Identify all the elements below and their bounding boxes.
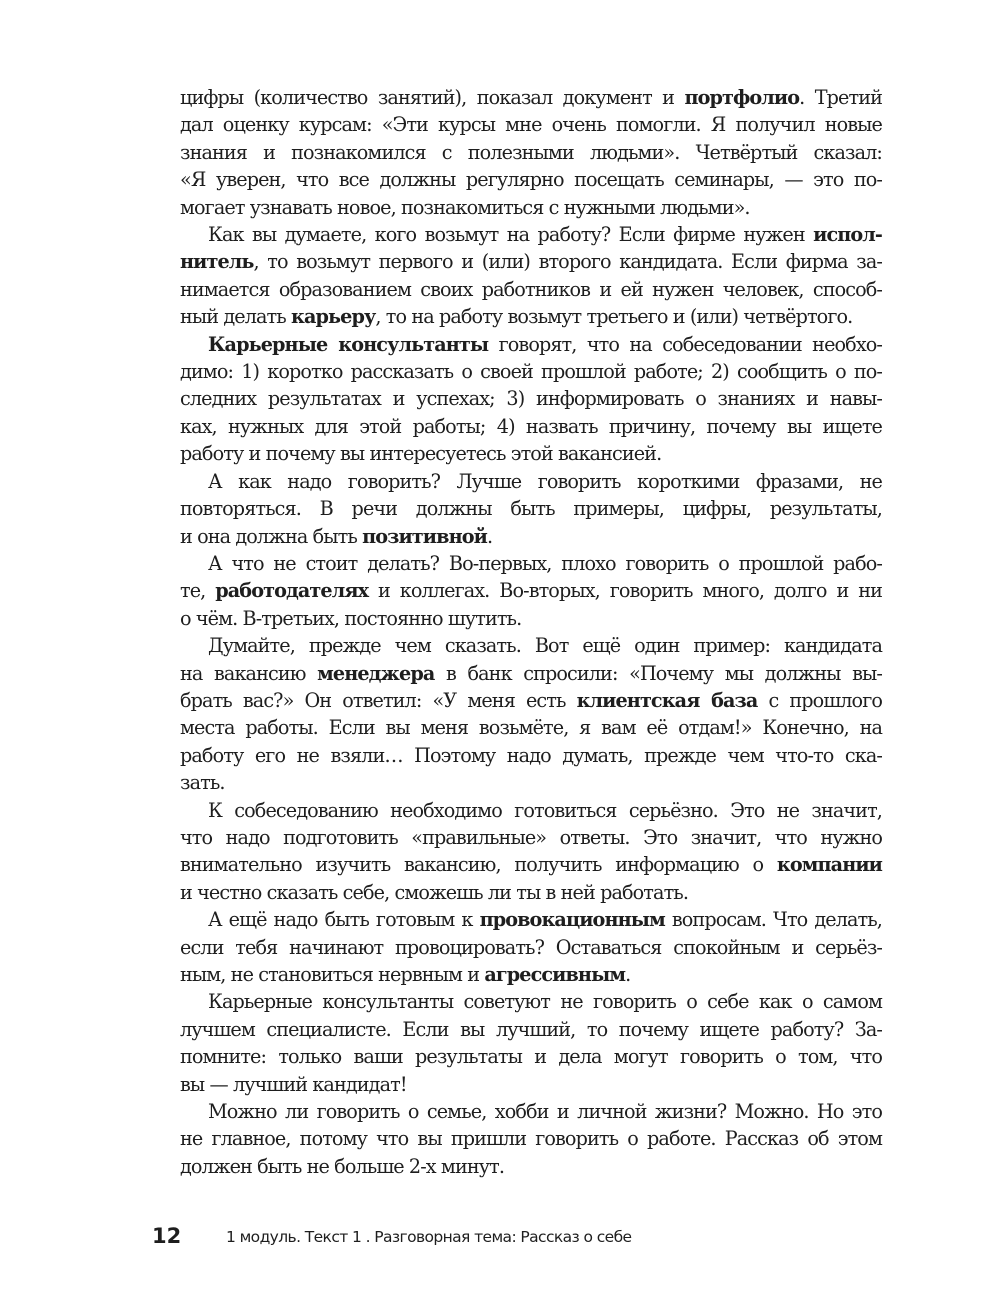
text-line [152,248,882,275]
text-run: что надо подготовить «правильные» ответы. Это значит, что нужно [180,825,882,849]
text-run: . Третий [799,86,882,109]
text-run: дал оценку курсам: «Эти курсы мне очень помогли. Я получил новые [180,113,882,137]
text-line [152,1043,882,1070]
text-run: те, [180,579,216,603]
bold-term: позитивной [362,524,487,548]
text-run: ный делать [180,305,292,329]
text-line [152,550,882,577]
bold-term: Карьерные консультанты [208,332,489,356]
text-line [152,824,882,851]
text-run: вы — лучший кандидат! [180,1072,407,1096]
text-run: ным, не становиться нервным и [180,963,485,986]
text-line [152,495,882,522]
bold-term: карьеру [291,305,376,329]
text-run: на вакансию [180,661,318,685]
text-run: А что не стоит делать? Во-первых, плохо говорить о прошлой рабо- [208,551,882,575]
running-title: 1 модуль. Текст 1 . Разговорная тема: Рассказ о себе [226,1228,632,1246]
text-line [152,139,882,166]
text-line [152,605,882,632]
bold-term: портфолио [684,86,800,109]
paragraph [152,84,882,221]
bold-term: работодателях [215,579,369,603]
text-line [152,385,882,412]
bold-term: агрессивным [484,963,626,986]
text-line [152,632,882,659]
text-run: А ещё надо быть готовым к [208,908,480,932]
bold-term: нитель [180,250,254,274]
text-run: . [625,963,631,986]
text-run: К собеседованию необходимо готовиться серьёзно. Это не значит, [208,798,882,822]
text-line [152,797,882,824]
text-line [152,577,882,604]
paragraph [152,550,882,632]
text-run: лучшем специалисте. Если вы лучший, то почему ищете работу? За- [180,1017,882,1041]
text-line [152,1098,882,1125]
text-line [152,523,882,550]
text-run: , то возьмут первого и (или) второго кандидата. Если фирма за- [253,250,882,274]
text-run: работу его не взяли… Поэтому надо думать, прежде чем что-то ска- [180,743,882,767]
text-run: и коллегах. Во-вторых, говорить много, долго и ни [368,579,882,603]
text-run: не главное, потому что вы пришли говорить о работе. Рассказ об этом [180,1127,882,1151]
text-line [152,111,882,138]
text-line [152,331,882,358]
text-run: Как вы думаете, кого возьмут на работу? Если фирме нужен [208,223,814,247]
text-run: , то на работу возьмут третьего и (или) четвёртого. [375,305,853,329]
text-run: если тебя начинают провоцировать? Оставаться спокойным и серьёз- [180,935,882,959]
text-run: внимательно изучить вакансию, получить информацию о [180,853,777,877]
text-run: должен быть не больше 2-х минут. [180,1154,505,1178]
text-run: Карьерные консультанты советуют не говорить о себе как о самом [208,990,882,1014]
text-line [152,1071,882,1098]
text-run: Можно ли говорить о семье, хобби и личной жизни? Можно. Но это [208,1100,882,1124]
bold-term: клиентская база [576,688,758,712]
paragraph [152,906,882,988]
text-run: места работы. Если вы меня возьмёте, я вам её отдам!» Конечно, на [180,716,882,740]
text-run: «Я уверен, что все должны регулярно посещать семинары, — это по- [180,168,882,192]
paragraph [152,797,882,907]
text-run: цифры (количество занятий), показал документ и [180,86,685,109]
text-run: повторяться. В речи должны быть примеры, цифры, результаты, [180,497,882,521]
text-run: ках, нужных для этой работы; 4) назвать причину, почему вы ищете [180,414,882,438]
text-line [152,358,882,385]
text-run: вопросам. Что делать, [664,908,883,932]
text-line [152,221,882,248]
text-line [152,1016,882,1043]
paragraph [152,988,882,1098]
text-line [152,879,882,906]
text-run: с прошлого [757,688,882,712]
paragraph [152,468,882,550]
text-line [152,1153,882,1180]
text-run: зать. [180,771,225,795]
text-run: говорят, что на собеседовании необхо- [488,332,882,356]
text-run: димо: 1) коротко рассказать о своей прошлой работе; 2) сообщить о по- [180,360,882,384]
page-number: 12 [152,1224,182,1248]
paragraph [152,632,882,796]
bold-term: провокационным [479,908,665,932]
bold-term: компании [776,853,882,877]
text-line [152,714,882,741]
text-line [152,906,882,933]
text-run: работу и почему вы интересуетесь этой вакансией. [180,442,662,466]
text-line [152,934,882,961]
text-run: . [486,524,493,548]
text-line [152,687,882,714]
text-run: следних результатах и успехах; 3) информировать о знаниях и навы- [180,387,882,411]
text-run: в банк спросили: «Почему мы должны вы- [434,661,883,685]
paragraph [152,221,882,331]
text-line [152,440,882,467]
text-run: А как надо говорить? Лучше говорить короткими фразами, не [208,469,882,493]
text-line [152,769,882,796]
text-run: Думайте, прежде чем сказать. Вот ещё один пример: кандидата [208,634,882,658]
text-line [152,1125,882,1152]
text-run: брать вас?» Он ответил: «У меня есть [180,688,577,712]
text-run: и честно сказать себе, сможешь ли ты в ней работать. [180,880,689,904]
text-line [152,851,882,878]
text-line [152,742,882,769]
text-run: могает узнавать новое, познакомиться с нужными людьми». [180,195,750,219]
text-run: нимается образованием своих работников и ей нужен человек, способ- [180,277,882,301]
text-line [152,194,882,221]
paragraph [152,331,882,468]
text-line [152,413,882,440]
text-run: о чём. В-третьих, постоянно шутить. [180,606,522,630]
text-line [152,84,882,111]
page-footer [152,1224,882,1254]
paragraph [152,1098,882,1180]
bold-term: менеджера [317,661,435,685]
text-line [152,276,882,303]
text-line [152,303,882,330]
text-line [152,660,882,687]
text-run: помните: только ваши результаты и дела могут говорить о том, что [180,1045,882,1069]
page-body [152,84,882,1180]
text-line [152,988,882,1015]
text-line [152,961,882,988]
text-run: и она должна быть [180,524,363,548]
text-line [152,468,882,495]
text-run: знания и познакомился с полезными людьми». Четвёртый сказал: [180,140,882,164]
text-line [152,166,882,193]
bold-term: испол- [813,223,882,247]
